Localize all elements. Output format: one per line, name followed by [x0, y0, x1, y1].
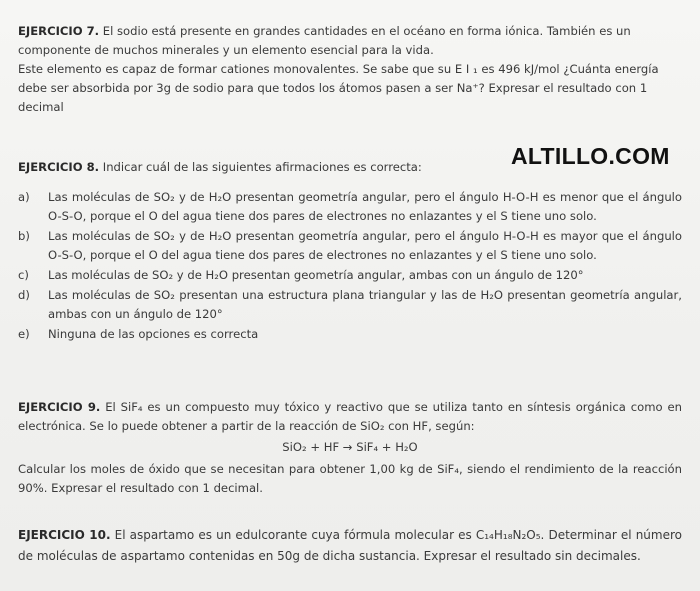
option-e — [18, 325, 682, 344]
exercise-9-text-1: El SiF₄ es un compuesto muy tóxico y reactivo que se utiliza tanto en síntesis orgánica como en electrónica. Se lo puede obtener a partir de la reacción de SiO₂ con HF, según: — [18, 400, 682, 433]
option-c-letter: c) — [18, 268, 29, 282]
exercise-10-paragraph — [18, 525, 682, 567]
exercise-10-heading: EJERCICIO 10. — [18, 528, 111, 542]
option-c — [18, 266, 682, 285]
exercise-9-paragraph-1 — [18, 398, 682, 436]
exercise-7-text-1: El sodio está presente en grandes cantidades en el océano en forma iónica. También es un — [99, 24, 631, 38]
exercise-9-text-2: Calcular los moles de óxido que se necesitan para obtener 1,00 kg de SiF₄, siendo el rendimiento de la reacción 90%. Expresar el resultado con 1 decimal. — [18, 462, 682, 495]
exercise-9-heading: EJERCICIO 9. — [18, 400, 101, 414]
exercise-8 — [18, 158, 682, 344]
option-c-text: Las moléculas de SO₂ y de H₂O presentan geometría angular, ambas con un ángulo de 120° — [48, 268, 584, 282]
exercise-7 — [18, 22, 682, 117]
option-e-letter: e) — [18, 327, 30, 341]
option-a-text: Las moléculas de SO₂ y de H₂O presentan geometría angular, pero el ángulo H-O-H es menor que el ángulo O-S-O, porque el O del agua tiene dos pares de electrones no enlazantes y el S tiene uno solo. — [48, 190, 682, 223]
option-d-text: Las moléculas de SO₂ presentan una estructura plana triangular y las de H₂O presentan geometría angular, ambas con un ángulo de 120° — [48, 288, 682, 321]
option-b — [18, 227, 682, 265]
option-d — [18, 286, 682, 324]
altillo-watermark: ALTILLO.COM — [511, 143, 670, 169]
option-a — [18, 188, 682, 226]
option-b-text: Las moléculas de SO₂ y de H₂O presentan geometría angular, pero el ángulo H-O-H es mayor que el ángulo O-S-O, porque el O del agua tiene dos pares de electrones no enlazantes y el S tiene uno solo. — [48, 229, 682, 262]
exercise-9-equation: SiO₂ + HF → SiF₄ + H₂O — [282, 440, 418, 454]
exercise-10 — [18, 525, 682, 567]
option-a-letter: a) — [18, 190, 30, 204]
exercise-7-line-2: componente de muchos minerales y un elemento esencial para la vida. — [18, 43, 434, 57]
exercise-7-line-3: Este elemento es capaz de formar cationes monovalentes. Se sabe que su E I ₁ es 496 kJ/mol ¿Cuánta energía — [18, 62, 659, 76]
exercise-7-line-5: decimal — [18, 100, 64, 114]
option-d-letter: d) — [18, 288, 30, 302]
exercise-7-line-4: debe ser absorbida por 3g de sodio para que todos los átomos pasen a ser Na⁺? Expresar el resultado con 1 — [18, 81, 648, 95]
exercise-8-intro-line — [18, 158, 682, 177]
option-b-letter: b) — [18, 229, 30, 243]
exercise-7-heading: EJERCICIO 7. — [18, 24, 100, 38]
option-e-text: Ninguna de las opciones es correcta — [48, 327, 259, 341]
exercise-10-text: El aspartamo es un edulcorante cuya fórmula molecular es C₁₄H₁₈N₂O₅. Determinar el número de moléculas de aspartamo contenidas en 50g de dicha sustancia. Expresar el resultado sin decimales. — [18, 528, 682, 563]
exercise-8-heading: EJERCICIO 8. — [18, 160, 100, 174]
exercise-8-intro: Indicar cuál de las siguientes afirmaciones es correcta: — [99, 160, 422, 174]
exercise-9 — [18, 398, 682, 498]
exercise-7-line-1 — [18, 22, 682, 41]
